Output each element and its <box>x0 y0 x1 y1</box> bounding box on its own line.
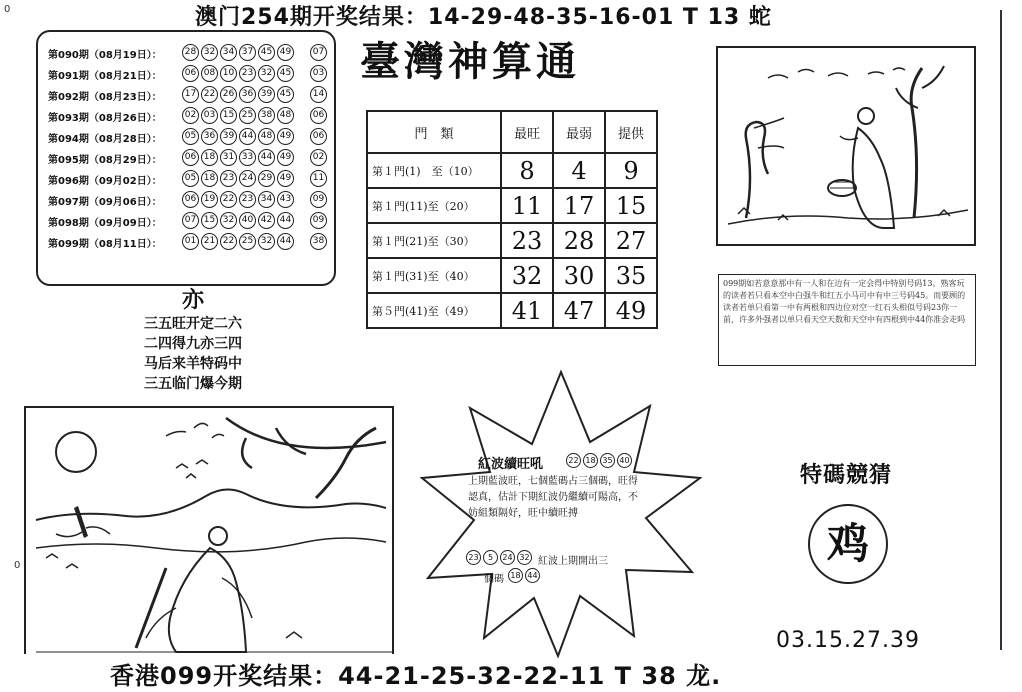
draw-special-ball: 09 <box>310 191 327 208</box>
draw-special-ball: 09 <box>310 212 327 229</box>
star-ball: 35 <box>600 453 615 468</box>
scholar-drawing <box>718 48 974 244</box>
draw-ball: 44 <box>239 128 256 145</box>
draw-ball: 05 <box>182 170 199 187</box>
door-row <box>367 153 657 188</box>
draw-ball: 10 <box>220 65 237 82</box>
door-hottest-value: 32 <box>501 258 553 293</box>
door-hottest-value: 11 <box>501 188 553 223</box>
draw-ball: 26 <box>220 86 237 103</box>
star-ball: 23 <box>466 550 481 565</box>
draw-special-ball: 06 <box>310 107 327 124</box>
draw-ball: 36 <box>201 128 218 145</box>
draw-ball: 23 <box>239 65 256 82</box>
draw-ball: 06 <box>182 191 199 208</box>
poem-block <box>128 287 258 394</box>
draw-ball: 32 <box>220 212 237 229</box>
draw-row <box>48 107 324 126</box>
draw-special-ball: 03 <box>310 65 327 82</box>
draw-ball: 43 <box>277 191 294 208</box>
header-weakest: 最弱 <box>553 111 605 153</box>
draw-ball: 22 <box>201 86 218 103</box>
star-ball: 32 <box>517 550 532 565</box>
guess-zodiac-character: 鸡 <box>826 519 869 568</box>
draw-row <box>48 65 324 84</box>
page-title: 臺灣神算通 <box>360 38 580 85</box>
draw-label: 第095期（08月29日）： <box>48 155 162 166</box>
river-scholar-illustration <box>24 406 394 654</box>
draw-ball: 01 <box>182 233 199 250</box>
door-label: 第５門(41)至（49） <box>367 293 501 328</box>
draw-row <box>48 128 324 147</box>
draw-label: 第099期（08月11日）： <box>48 239 162 250</box>
draw-ball: 36 <box>239 86 256 103</box>
draw-ball: 32 <box>258 65 275 82</box>
hongkong-result-headline: 香港099开奖结果：44-21-25-32-22-11 T 38 龙. <box>110 662 722 690</box>
draw-ball: 31 <box>220 149 237 166</box>
door-weakest-value: 28 <box>553 223 605 258</box>
header-hottest: 最旺 <box>501 111 553 153</box>
draw-ball: 49 <box>277 128 294 145</box>
draw-ball: 02 <box>182 107 199 124</box>
draw-label: 第097期（09月06日）： <box>48 197 162 208</box>
door-hottest-value: 23 <box>501 223 553 258</box>
star-line3-prefix: 個碼 <box>484 574 504 585</box>
door-weakest-value: 17 <box>553 188 605 223</box>
draw-ball: 38 <box>258 107 275 124</box>
door-row <box>367 223 657 258</box>
door-weakest-value: 30 <box>553 258 605 293</box>
door-weakest-value: 4 <box>553 153 605 188</box>
draw-special-ball: 11 <box>310 170 327 187</box>
star-ball: 44 <box>525 568 540 583</box>
draw-ball: 22 <box>220 233 237 250</box>
draw-label: 第092期（08月23日）： <box>48 92 162 103</box>
draw-ball: 39 <box>258 86 275 103</box>
draw-ball: 28 <box>182 44 199 61</box>
draw-ball: 45 <box>258 44 275 61</box>
star-line3 <box>484 570 504 585</box>
draw-ball: 06 <box>182 65 199 82</box>
draw-ball: 17 <box>182 86 199 103</box>
draw-ball: 22 <box>220 191 237 208</box>
draw-history-panel <box>36 30 336 286</box>
draw-ball: 42 <box>258 212 275 229</box>
macau-result-headline: 澳门254期开奖结果：14-29-48-35-16-01 T 13 蛇 <box>195 5 772 30</box>
draw-ball: 44 <box>277 233 294 250</box>
star-title <box>478 453 543 472</box>
star-ball: 18 <box>508 568 523 583</box>
draw-ball: 24 <box>239 170 256 187</box>
door-offer-value: 15 <box>605 188 657 223</box>
door-hottest-value: 41 <box>501 293 553 328</box>
door-label: 第１門(11)至（20） <box>367 188 501 223</box>
door-weakest-value: 47 <box>553 293 605 328</box>
draw-special-ball: 14 <box>310 86 327 103</box>
draw-row <box>48 233 324 252</box>
draw-ball: 34 <box>258 191 275 208</box>
poem-line: 三五旺开定二六 <box>144 316 242 332</box>
draw-ball: 40 <box>239 212 256 229</box>
draw-special-ball: 02 <box>310 149 327 166</box>
margin-mark-top: 0 <box>4 4 11 15</box>
draw-ball: 45 <box>277 65 294 82</box>
draw-ball: 49 <box>277 170 294 187</box>
draw-ball: 15 <box>201 212 218 229</box>
door-offer-value: 35 <box>605 258 657 293</box>
star-ball: 22 <box>566 453 581 468</box>
draw-ball: 32 <box>258 233 275 250</box>
draw-label: 第090期（08月19日）： <box>48 50 162 61</box>
river-scholar-drawing <box>26 408 392 654</box>
draw-label: 第093期（08月26日）： <box>48 113 162 124</box>
door-table-header <box>367 111 657 153</box>
draw-ball: 05 <box>182 128 199 145</box>
draw-row <box>48 86 324 105</box>
right-border-line <box>1000 10 1002 650</box>
draw-ball: 15 <box>220 107 237 124</box>
draw-special-ball: 07 <box>310 44 327 61</box>
door-offer-value: 27 <box>605 223 657 258</box>
star-title-text: 紅波續旺吼 <box>478 457 544 472</box>
draw-ball: 18 <box>201 170 218 187</box>
draw-special-ball: 06 <box>310 128 327 145</box>
header-offer: 提供 <box>605 111 657 153</box>
draw-label: 第094期（08月28日）： <box>48 134 162 145</box>
draw-ball: 44 <box>258 149 275 166</box>
draw-ball: 19 <box>201 191 218 208</box>
poem-line: 马后来羊特码中 <box>144 356 242 372</box>
draw-ball: 21 <box>201 233 218 250</box>
draw-ball: 25 <box>239 107 256 124</box>
door-hottest-value: 8 <box>501 153 553 188</box>
draw-ball: 33 <box>239 149 256 166</box>
star-body-text: 上期藍波旺，七個藍碼占三個碼，旺得認真，估計下期紅波仍繼續可陽高，不妨組類隔好，旺中續旺搏 <box>468 476 638 519</box>
door-offer-value: 49 <box>605 293 657 328</box>
draw-row <box>48 44 324 63</box>
door-offer-value: 9 <box>605 153 657 188</box>
draw-ball: 45 <box>277 86 294 103</box>
door-table <box>366 110 658 329</box>
draw-ball: 44 <box>277 212 294 229</box>
special-guess-title: 特碼競猜 <box>800 462 893 488</box>
draw-ball: 34 <box>220 44 237 61</box>
draw-row <box>48 149 324 168</box>
door-label: 第１門(21)至（30） <box>367 223 501 258</box>
draw-ball: 23 <box>220 170 237 187</box>
draw-ball: 48 <box>277 107 294 124</box>
door-label: 第１門(1) 至（10） <box>367 153 501 188</box>
draw-ball: 32 <box>201 44 218 61</box>
star-ball: 5 <box>483 550 498 565</box>
draw-label: 第098期（09月09日）： <box>48 218 162 229</box>
draw-ball: 25 <box>239 233 256 250</box>
draw-row <box>48 170 324 189</box>
draw-ball: 03 <box>201 107 218 124</box>
door-row <box>367 293 657 328</box>
draw-label: 第096期（09月02日）： <box>48 176 162 187</box>
star-line-text: 紅波上期開出三 <box>538 556 608 567</box>
draw-ball: 49 <box>277 44 294 61</box>
header-category: 門 類 <box>367 111 501 153</box>
draw-ball: 48 <box>258 128 275 145</box>
draw-special-ball: 38 <box>310 233 327 250</box>
draw-ball: 23 <box>239 191 256 208</box>
poem-line: 二四得九亦三四 <box>144 336 242 352</box>
draw-ball: 18 <box>201 149 218 166</box>
poem-title: 亦 <box>181 287 204 313</box>
draw-row <box>48 212 324 231</box>
door-label: 第１門(31)至（40） <box>367 258 501 293</box>
draw-label: 第091期（08月21日）： <box>48 71 162 82</box>
draw-ball: 29 <box>258 170 275 187</box>
draw-ball: 37 <box>239 44 256 61</box>
draw-row <box>48 191 324 210</box>
guess-numbers: 03.15.27.39 <box>776 628 920 653</box>
scholar-illustration <box>716 46 976 246</box>
poem-line: 三五临门爆今期 <box>144 376 242 392</box>
draw-ball: 39 <box>220 128 237 145</box>
door-row <box>367 188 657 223</box>
star-ball: 18 <box>583 453 598 468</box>
star-ball: 24 <box>500 550 515 565</box>
star-ball: 40 <box>617 453 632 468</box>
draw-ball: 06 <box>182 149 199 166</box>
story-text-box: 099期如若意意那中有一人和在边有一定会得中特别号码13。熟客玩的读者若只看本空中白强牛和红五小马可中有中三号码45。而要顾的读者若单只看第一中有两根和四边位对空一红石头相似号码23你一前，许多外强者以单只看天空天数和天空中有四根到中44你准会走吗 <box>718 274 976 366</box>
draw-ball: 49 <box>277 149 294 166</box>
draw-ball: 07 <box>182 212 199 229</box>
draw-ball: 08 <box>201 65 218 82</box>
door-row <box>367 258 657 293</box>
margin-mark-left: 0 <box>14 560 21 571</box>
